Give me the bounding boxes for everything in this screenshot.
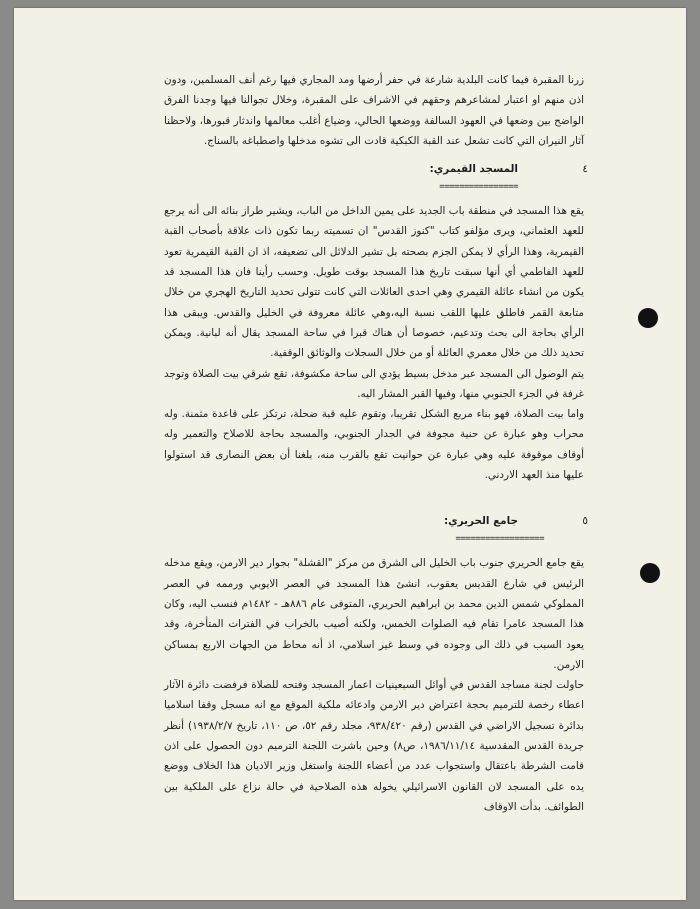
section-4-paragraph-2: يتم الوصول الى المسجد عبر مدخل بسيط يؤدي الى ساحة مكشوفة، تقع شرقي بيت الصلاة وتوجد غرفة في الجزء الجنوبي منها، وفيها القبر المشار اليه. — [164, 367, 584, 400]
section-title: جامع الحريري: — [444, 515, 518, 528]
section-5-paragraph-2: حاولت لجنة مساجد القدس في أوائل السبعينيات اعمار المسجد وفتحه للصلاة فرفضت دائرة الآثار اعطاء رخصة للترميم بحجة اعتراض دير الارمن وادعائه ملكية الموقع مع انه مسجل وقفا اسلاميا بدائرة تسجيل الاراضي في القدس (رقم ٩٣٨/٤٢٠، مجلد رقم ٥٢، ص ١١٠، تاريخ ١٩٣٨/٢/٧) أنظر جريدة القدس المقدسية ١٩٨٦/١١/١٤، ص٨) وحين باشرت اللجنة الترميم دون الحصول على اذن قامت الشرطة باعتقال واستجواب عدد من أعضاء اللجنة واستغل وزير الاديان هذا الخلاف ووضع يده على المسجد لان القانون الاسرائيلي يخوله هذه الصلاحية في حالة نزاع على الملكية بين الطوائف. بدأت الاوقاف — [164, 679, 585, 813]
document-page — [14, 8, 686, 900]
underline-rule: ================== — [455, 534, 544, 545]
section-title: المسجد القيمري: — [429, 163, 518, 176]
punch-hole — [640, 563, 660, 583]
section-number: ٤ — [582, 163, 588, 176]
punch-hole — [638, 308, 658, 328]
section-4-heading — [164, 159, 588, 181]
section-5-paragraph-1: يقع جامع الحريري جنوب باب الخليل الى الشرق من مركز "القشلة" بجوار دير الارمن، ويقع مدخله الرئيس في شارع القديس يعقوب، انشئ هذا المسجد في العصر الايوبي ورممه في العصر المملوكي شمس الدين محمد بن ابراهيم الحريري، المتوفى عام ٨٨٦هـ - ١٤٨٢م فنسب اليه، وكان هذا المسجد عامرا تقام فيه الصلوات الخمس، ولكنه أصيب بالخراب في الفترات المتأخرة، وقد يعود السبب في ذلك الى وجوده في وسط غير اسلامي، اذ أنه محاط من الجهات الاربع بمساكن الارمن. — [164, 557, 584, 671]
section-number: ٥ — [582, 515, 588, 528]
section-4-paragraph-1: يقع هذا المسجد في منطقة باب الجديد على يمين الداخل من الباب، ويشير طراز بنائه الى أنه يرجع للعهد العثماني، ويرى مؤلفو كتاب "كنوز القدس" ان تسميته ربما تكون ذات علاقة بأصحاب القبة القيمرية، وهذا الرأي لا يمكن الجزم بصحته بل تشير الدلائل الى تضعيفه، اذ ان القبة القيمرية تعود للعهد الفاطمي أي أنها سبقت تاريخ هذا المسجد بوقت طويل. وحسب رأينا فان هذا المسجد قد يكون من انشاء عائلة القيمري وهي احدى العائلات التي كانت تتولى تحديد التاريخ الهجري من خلال متابعة القمر فاطلق عليها اللقب نسبة اليه،وهي عائلة معروفة في الخليل والقدس. ويبقى هذا الرأي بحاجة الى بحث وتدعيم، خصوصا أن هناك قبرا في ساحة المسجد يقال أنه لبانية. ويمكن تحديد ذلك من خلال معمري العائلة أو من خلال السجلات والوثائق الوقفية. — [164, 205, 584, 360]
section-4-paragraph-3: واما بيت الصلاة، فهو بناء مربع الشكل تقريبا، وتقوم عليه قبة ضحلة، ترتكز على قاعدة مثمنة. وله محراب وهو عبارة عن حنية مجوفة في الجدار الجنوبي، والمسجد بحاجة للاصلاح والتعمير وله أوقاف موقوفة عليه وهي عبارة عن حوانيت تقع بالقرب منه، بلغنا أن بعض النصارى قد استولوا عليها منذ العهد الاردني. — [164, 408, 584, 482]
document-body — [164, 70, 588, 817]
section-5-heading — [164, 511, 588, 533]
underline-rule: ================ — [439, 182, 518, 193]
intro-paragraph: زرنا المقبرة فيما كانت البلدية شارعة في حفر أرضها ومد المجاري فيها رغم أنف المسلمين، ودون اذن منهم او اعتبار لمشاعرهم وحقهم في الاشراف على المقبرة، وخلال تجوالنا فيها وجدنا الفرق الواضح بين وضعها في العهود السالفة ووضعها الحالي، وضياع أغلب معالمها واندثار قبورها، ولاحظنا آثار النيران التي كانت تشعل عند القبة الكبكية قادت الى تشوه مدخلها واصطباغه بالسناج. — [164, 74, 584, 147]
